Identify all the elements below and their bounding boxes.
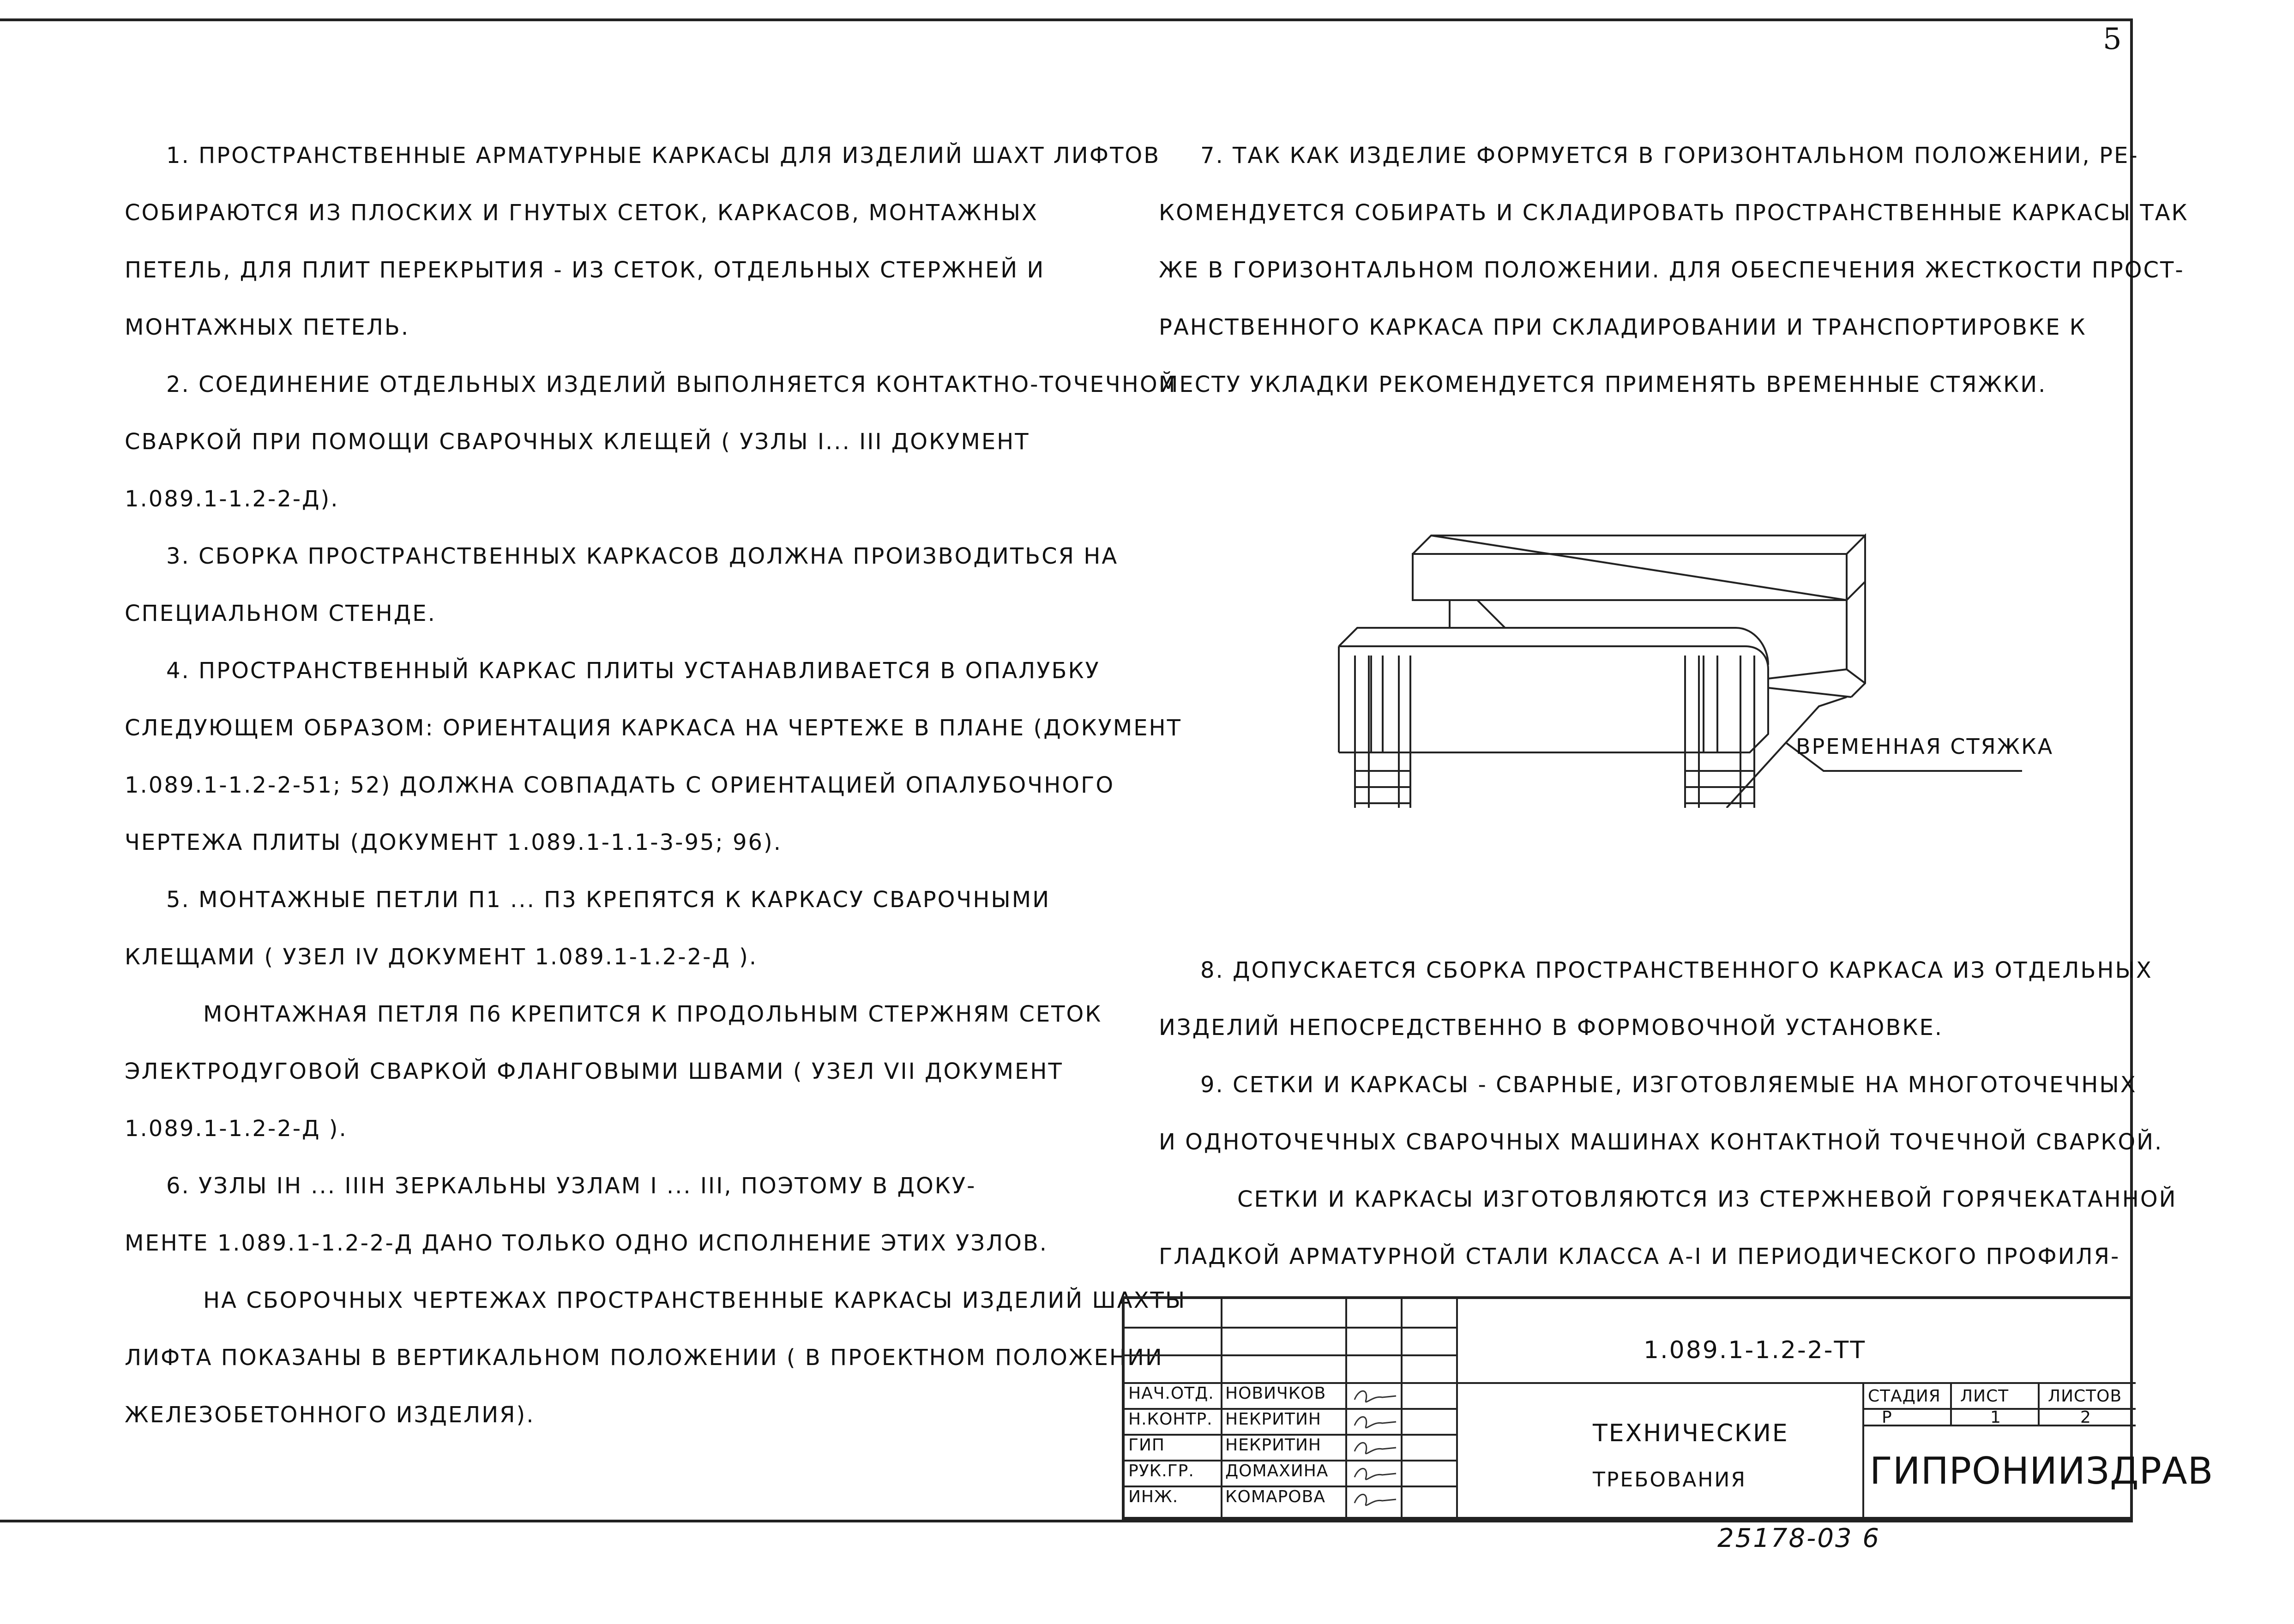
sheet-value: 1: [1990, 1408, 2001, 1427]
frame-top-border: [0, 18, 2133, 21]
text-line: 2. СОЕДИНЕНИЕ ОТДЕЛЬНЫХ ИЗДЕЛИЙ ВЫПОЛНЯЕТСЯ КОНТАКТНО-ТОЧЕЧНОЙ: [166, 372, 1177, 397]
text-line: ЖЕЛЕЗОБЕТОННОГО ИЗДЕЛИЯ).: [125, 1402, 535, 1428]
text-line: ЭЛЕКТРОДУГОВОЙ СВАРКОЙ ФЛАНГОВЫМИ ШВАМИ ( УЗЕЛ VII ДОКУМЕНТ: [125, 1059, 1063, 1084]
stage-value: Р: [1882, 1408, 1892, 1427]
text-line: 1.089.1-1.2-2-Д).: [125, 486, 339, 512]
archive-number: 25178-03 6: [1717, 1523, 1881, 1553]
signature-scribble: [1350, 1438, 1401, 1460]
page-number: 5: [2103, 22, 2122, 56]
sheets-value: 2: [2080, 1408, 2091, 1427]
text-line: СВАРКОЙ ПРИ ПОМОЩИ СВАРОЧНЫХ КЛЕЩЕЙ ( УЗЛЫ I... III ДОКУМЕНТ: [125, 429, 1030, 455]
text-line: И ОДНОТОЧЕЧНЫХ СВАРОЧНЫХ МАШИНАХ КОНТАКТНОЙ ТОЧЕЧНОЙ СВАРКОЙ.: [1159, 1129, 2163, 1155]
text-line: ЛИФТА ПОКАЗАНЫ В ВЕРТИКАЛЬНОМ ПОЛОЖЕНИИ ( В ПРОЕКТНОМ ПОЛОЖЕНИИ: [125, 1345, 1163, 1371]
signature-name: ДОМАХИНА: [1225, 1462, 1329, 1480]
sheets-header: ЛИСТОВ: [2048, 1387, 2122, 1406]
text-line: 7. ТАК КАК ИЗДЕЛИЕ ФОРМУЕТСЯ В ГОРИЗОНТАЛЬНОМ ПОЛОЖЕНИИ, РЕ-: [1200, 143, 2139, 168]
frame-bottom-border: [0, 1520, 2133, 1522]
text-line: СОБИРАЮТСЯ ИЗ ПЛОСКИХ И ГНУТЫХ СЕТОК, КАРКАСОВ, МОНТАЖНЫХ: [125, 200, 1038, 226]
text-line: МОНТАЖНАЯ ПЕТЛЯ П6 КРЕПИТСЯ К ПРОДОЛЬНЫМ СТЕРЖНЯМ СЕТОК: [203, 1001, 1102, 1027]
text-line: 5. МОНТАЖНЫЕ ПЕТЛИ П1 ... П3 КРЕПЯТСЯ К КАРКАСУ СВАРОЧНЫМИ: [166, 887, 1051, 913]
sheet-header: ЛИСТ: [1960, 1387, 2009, 1406]
text-line: РАНСТВЕННОГО КАРКАСА ПРИ СКЛАДИРОВАНИИ И ТРАНСПОРТИРОВКЕ К: [1159, 314, 2087, 340]
signature-role: НАЧ.ОТД.: [1128, 1384, 1214, 1403]
text-line: СЛЕДУЮЩЕМ ОБРАЗОМ: ОРИЕНТАЦИЯ КАРКАСА НА ЧЕРТЕЖЕ В ПЛАНЕ (ДОКУМЕНТ: [125, 715, 1182, 741]
signature-name: НЕКРИТИН: [1225, 1436, 1322, 1455]
text-line: МЕСТУ УКЛАДКИ РЕКОМЕНДУЕТСЯ ПРИМЕНЯТЬ ВРЕМЕННЫЕ СТЯЖКИ.: [1159, 372, 2047, 397]
right-text-column-top: [1159, 127, 2189, 413]
document-title-line1: ТЕХНИЧЕСКИЕ: [1593, 1419, 1789, 1447]
signature-scribble: [1350, 1463, 1401, 1486]
text-line: НА СБОРОЧНЫХ ЧЕРТЕЖАХ ПРОСТРАНСТВЕННЫЕ КАРКАСЫ ИЗДЕЛИЙ ШАХТЫ: [203, 1287, 1186, 1313]
text-line: 3. СБОРКА ПРОСТРАНСТВЕННЫХ КАРКАСОВ ДОЛЖНА ПРОИЗВОДИТЬСЯ НА: [166, 543, 1119, 569]
signature-scribble: [1350, 1412, 1401, 1434]
text-line: СПЕЦИАЛЬНОМ СТЕНДЕ.: [125, 601, 436, 626]
signature-role: Н.КОНТР.: [1128, 1410, 1213, 1429]
signature-name: НОВИЧКОВ: [1225, 1384, 1326, 1403]
text-line: СЕТКИ И КАРКАСЫ ИЗГОТОВЛЯЮТСЯ ИЗ СТЕРЖНЕВОЙ ГОРЯЧЕКАТАННОЙ: [1237, 1186, 2177, 1212]
text-line: МОНТАЖНЫХ ПЕТЕЛЬ.: [125, 314, 410, 340]
text-line: 8. ДОПУСКАЕТСЯ СБОРКА ПРОСТРАНСТВЕННОГО КАРКАСА ИЗ ОТДЕЛЬНЫХ: [1200, 957, 2153, 983]
frame-sketch: [1311, 531, 2041, 808]
text-line: ПЕТЕЛЬ, ДЛЯ ПЛИТ ПЕРЕКРЫТИЯ - ИЗ СЕТОК, ОТДЕЛЬНЫХ СТЕРЖНЕЙ И: [125, 257, 1045, 283]
document-code: 1.089.1-1.2-2-ТТ: [1644, 1336, 1867, 1364]
text-line: КЛЕЩАМИ ( УЗЕЛ IV ДОКУМЕНТ 1.089.1-1.2-2-Д ).: [125, 944, 758, 970]
stage-header: СТАДИЯ: [1868, 1387, 1941, 1406]
signature-role: РУК.ГР.: [1128, 1462, 1194, 1480]
text-line: ЧЕРТЕЖА ПЛИТЫ (ДОКУМЕНТ 1.089.1-1.1-3-95; 96).: [125, 830, 783, 855]
text-line: 1. ПРОСТРАНСТВЕННЫЕ АРМАТУРНЫЕ КАРКАСЫ ДЛЯ ИЗДЕЛИЙ ШАХТ ЛИФТОВ: [166, 143, 1161, 168]
text-line: МЕНТЕ 1.089.1-1.2-2-Д ДАНО ТОЛЬКО ОДНО ИСПОЛНЕНИЕ ЭТИХ УЗЛОВ.: [125, 1230, 1048, 1256]
organization-name: ГИПРОНИИЗДРАВ: [1870, 1450, 2214, 1492]
right-text-column-bottom: [1159, 942, 2177, 1285]
text-line: 1.089.1-1.2-2-Д ).: [125, 1116, 348, 1142]
text-line: 1.089.1-1.2-2-51; 52) ДОЛЖНА СОВПАДАТЬ С ОРИЕНТАЦИЕЙ ОПАЛУБОЧНОГО: [125, 772, 1115, 798]
frame-right-border: [2130, 18, 2133, 1521]
text-line: ИЗДЕЛИЙ НЕПОСРЕДСТВЕННО В ФОРМОВОЧНОЙ УСТАНОВКЕ.: [1159, 1015, 1944, 1041]
signature-scribble: [1350, 1386, 1401, 1408]
signature-role: ИНЖ.: [1128, 1487, 1179, 1506]
text-line: 9. СЕТКИ И КАРКАСЫ - СВАРНЫЕ, ИЗГОТОВЛЯЕМЫЕ НА МНОГОТОЧЕЧНЫХ: [1200, 1072, 2137, 1098]
signature-scribble: [1350, 1489, 1401, 1511]
text-line: ЖЕ В ГОРИЗОНТАЛЬНОМ ПОЛОЖЕНИИ. ДЛЯ ОБЕСПЕЧЕНИЯ ЖЕСТКОСТИ ПРОСТ-: [1159, 257, 2185, 283]
text-line: ГЛАДКОЙ АРМАТУРНОЙ СТАЛИ КЛАССА А-I И ПЕРИОДИЧЕСКОГО ПРОФИЛЯ-: [1159, 1244, 2120, 1269]
text-line: 6. УЗЛЫ IН ... IIIН ЗЕРКАЛЬНЫ УЗЛАМ I ... III, ПОЭТОМУ В ДОКУ-: [166, 1173, 976, 1199]
signature-role: ГИП: [1128, 1436, 1165, 1455]
sketch-label-temporary-tie: ВРЕМЕННАЯ СТЯЖКА: [1796, 734, 2054, 759]
text-line: КОМЕНДУЕТСЯ СОБИРАТЬ И СКЛАДИРОВАТЬ ПРОСТРАНСТВЕННЫЕ КАРКАСЫ ТАК: [1159, 200, 2189, 226]
signature-name: КОМАРОВА: [1225, 1487, 1325, 1506]
signature-name: НЕКРИТИН: [1225, 1410, 1322, 1429]
text-line: 4. ПРОСТРАНСТВЕННЫЙ КАРКАС ПЛИТЫ УСТАНАВЛИВАЕТСЯ В ОПАЛУБКУ: [166, 658, 1100, 684]
document-title-line2: ТРЕБОВАНИЯ: [1593, 1468, 1746, 1492]
